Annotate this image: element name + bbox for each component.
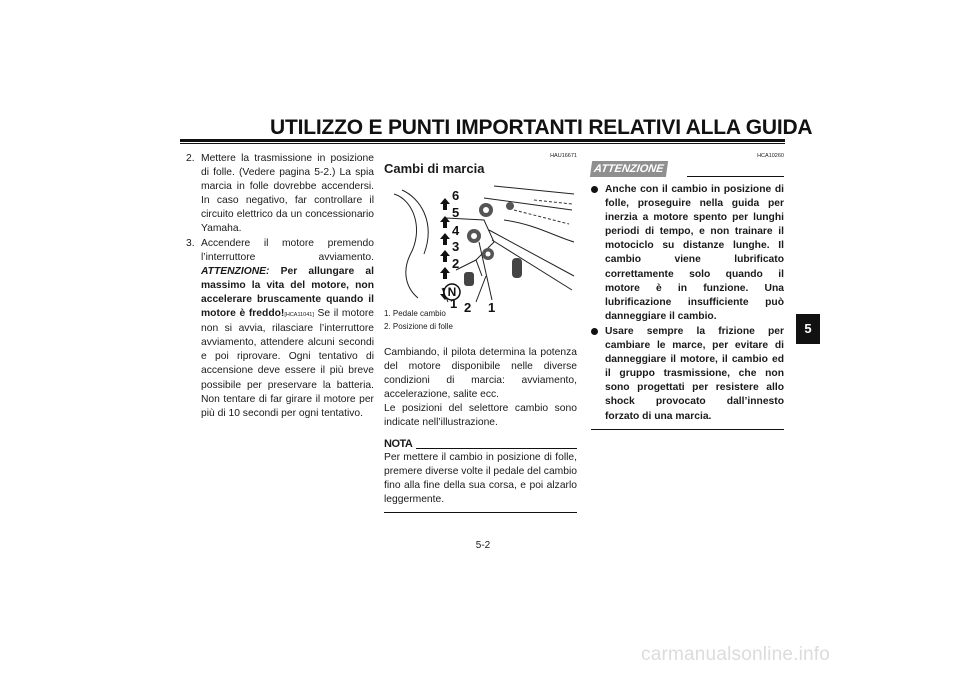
attention-label: ATTENZIONE xyxy=(590,161,669,177)
page-title: UTILIZZO E PUNTI IMPORTANTI RELATIVI ALLA GUIDA xyxy=(270,116,813,139)
step-2-text: Mettere la trasmissione in posizione di folle. (Vedere pagina 5-2.) La spia marcia in folle dovrebbe accendersi. In caso negativo, far controllare il circuito elettrico da un concessionario Yamaha. xyxy=(201,153,374,235)
step-2-number: 2. xyxy=(186,153,195,164)
step-3-attenzione: ATTENZIONE: xyxy=(201,265,270,277)
neutral-label: N xyxy=(447,285,457,299)
gear-1-label: 1 xyxy=(450,296,458,311)
nota-label: NOTA xyxy=(384,437,413,450)
watermark: carmanualsonline.info xyxy=(641,644,831,665)
attention-end-rule xyxy=(591,429,784,430)
nota-rule xyxy=(416,448,577,449)
section-code: HAU16671 xyxy=(550,153,577,159)
step-3-number: 3. xyxy=(186,237,195,249)
gear-4-label: 4 xyxy=(452,223,460,238)
attention-bullet-2 xyxy=(591,325,784,424)
nota-end-rule xyxy=(384,512,577,513)
chapter-tab: 5 xyxy=(796,314,820,344)
step-3-code: [HCA11041] xyxy=(284,312,314,319)
caption-2: 2. Posizione di folle xyxy=(384,321,453,331)
attention-bullet-1 xyxy=(591,183,784,324)
gear-3-label: 3 xyxy=(452,239,460,254)
attention-code: HCA10260 xyxy=(757,153,784,159)
step-2 xyxy=(186,152,374,237)
header-rule xyxy=(180,139,785,142)
attention-rule xyxy=(687,176,784,177)
column-left xyxy=(186,152,374,421)
page-number: 5-2 xyxy=(475,540,491,551)
callout-1: 1 xyxy=(488,300,496,315)
gear-2-label: 2 xyxy=(452,256,460,271)
bullet-dot-icon xyxy=(591,183,605,324)
gear-6-label: 6 xyxy=(452,188,460,203)
bullet-2-text: Usare sempre la frizione per cambiare le marce, per evitare di danneggiare il motore, il cambio ed il gruppo trasmissione, che non sono progettati per resistere allo shock provocato dall’innesto forzato di una marcia. xyxy=(605,325,784,422)
caption-1: 1. Pedale cambio xyxy=(384,309,446,318)
header-rule-thin xyxy=(180,143,785,144)
section-title: Cambi di marcia xyxy=(384,161,485,176)
bullet-1-text: Anche con il cambio in posizione di folle, proseguire nella guida per inerzia a motore spento per lunghi periodi di tempo, e non trainare il motociclo su distanze lunghe. Il cambio viene lubrificato correttamente solo quando il motore è in funzione. Una lubrificazione insufficiente può danneggiare il cambio. xyxy=(605,184,784,322)
para-2: Le posizioni del selettore cambio sono indicate nell’illustrazione. xyxy=(384,403,577,429)
column-middle xyxy=(384,152,577,513)
nota-header xyxy=(384,437,577,451)
callout-2: 2 xyxy=(464,300,472,315)
step-3-text-a: Accendere il motore premendo l’interruttore avviamento. xyxy=(201,237,374,263)
step-3-text-b: Se il motore non si avvia, rilasciare l’interruttore avviamento, attendere alcuni secondi e poi riprovare. Ogni tentativo di accensione deve essere il più breve possibile per preservare la batteria. Non tentare di far girare il motore per più di 10 secondi per ogni tentativo. xyxy=(201,308,374,419)
attention-header xyxy=(591,161,784,178)
step-3 xyxy=(186,237,374,421)
column-right xyxy=(591,152,784,430)
step-3-text xyxy=(201,237,374,421)
figure-captions xyxy=(384,308,577,333)
step-3-warning: Per allungare al massimo la vita del motore, non accelerare bruscamente quando il motore è freddo! xyxy=(201,265,374,320)
gear-5-label: 5 xyxy=(452,205,460,220)
nota-text: Per mettere il cambio in posizione di folle, premere diverse volte il pedale del cambio fino alla fine della sua corsa, e poi alzarlo leggermente. xyxy=(384,451,577,505)
bullet-dot-icon xyxy=(591,325,605,424)
para-1: Cambiando, il pilota determina la potenza del motore disponibile nelle diverse condizioni di marcia: avviamento, accelerazione, salite ecc. xyxy=(384,347,577,401)
